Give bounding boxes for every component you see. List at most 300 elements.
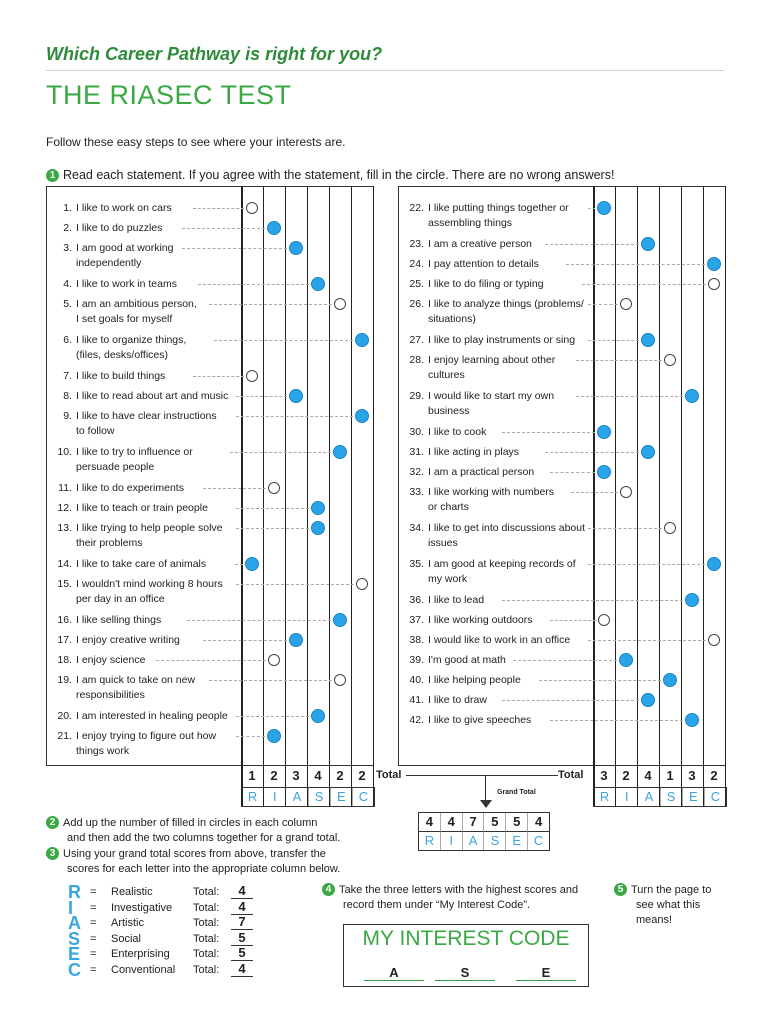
statement-number: 31. bbox=[409, 446, 424, 458]
answer-circle[interactable] bbox=[708, 278, 720, 290]
leader-line bbox=[588, 340, 639, 341]
leader-line bbox=[182, 248, 287, 249]
step-4 bbox=[322, 883, 578, 913]
statement-number: 32. bbox=[409, 466, 424, 478]
grand-total-arrow-line bbox=[485, 775, 486, 801]
interest-code-box bbox=[343, 924, 589, 987]
statement-text: I'm good at math bbox=[428, 654, 506, 666]
leader-line bbox=[198, 284, 309, 285]
answer-circle[interactable] bbox=[289, 633, 303, 647]
answer-circle[interactable] bbox=[707, 557, 721, 571]
answer-circle[interactable] bbox=[641, 693, 655, 707]
step-4-text-line-1: Take the three letters with the highest scores and bbox=[339, 884, 579, 896]
statement-number: 1. bbox=[63, 202, 72, 214]
answer-circle[interactable] bbox=[708, 634, 720, 646]
answer-circle[interactable] bbox=[598, 614, 610, 626]
left-column-total: 1 bbox=[248, 768, 256, 783]
interest-code-letter-2[interactable]: S bbox=[435, 965, 495, 981]
leader-line bbox=[187, 620, 331, 621]
leader-line bbox=[193, 208, 244, 209]
step-2 bbox=[46, 816, 340, 846]
riasec-letter: S bbox=[309, 788, 331, 806]
statement-number: 16. bbox=[57, 614, 72, 626]
leader-line bbox=[236, 716, 309, 717]
right-column-divider bbox=[681, 186, 682, 806]
statement-text: I enjoy creative writing bbox=[76, 634, 180, 646]
answer-circle[interactable] bbox=[355, 333, 369, 347]
answer-circle[interactable] bbox=[619, 653, 633, 667]
step-5 bbox=[614, 883, 711, 928]
statement-number: 29. bbox=[409, 390, 424, 402]
leader-line bbox=[588, 564, 705, 565]
riasec-row-letter: A bbox=[68, 913, 81, 933]
riasec-letter: I bbox=[264, 788, 286, 806]
leader-line bbox=[182, 228, 265, 229]
statement-text: to follow bbox=[76, 425, 115, 437]
left-column-divider bbox=[285, 186, 286, 806]
riasec-letter: A bbox=[286, 788, 308, 806]
total-label-right: Total bbox=[558, 769, 584, 781]
grand-total-box bbox=[418, 812, 550, 851]
statement-number: 21. bbox=[57, 730, 72, 742]
leader-line bbox=[545, 244, 639, 245]
statement-text: their problems bbox=[76, 537, 143, 549]
statement-text: I am good at keeping records of bbox=[428, 558, 576, 570]
statement-number: 12. bbox=[57, 502, 72, 514]
statement-text: I like to have clear instructions bbox=[76, 410, 217, 422]
right-column-total: 3 bbox=[688, 768, 696, 783]
grand-total-value: 4 bbox=[534, 814, 543, 829]
statement-number: 26. bbox=[409, 298, 424, 310]
leader-line bbox=[545, 452, 639, 453]
grand-total-value: 5 bbox=[484, 813, 506, 831]
statement-text: or charts bbox=[428, 501, 469, 513]
riasec-letter: C bbox=[358, 789, 369, 804]
leader-line bbox=[235, 564, 243, 565]
answer-circle[interactable] bbox=[707, 257, 721, 271]
statement-text: independently bbox=[76, 257, 142, 269]
statement-number: 39. bbox=[409, 654, 424, 666]
left-letter-row bbox=[241, 787, 375, 807]
statement-text: I like to teach or train people bbox=[76, 502, 208, 514]
riasec-row-name: Conventional bbox=[111, 963, 176, 976]
statement-text: responsibilities bbox=[76, 689, 145, 701]
step-5-text-line-2: see what this bbox=[636, 899, 701, 911]
left-column-divider bbox=[329, 186, 330, 806]
statement-number: 41. bbox=[409, 694, 424, 706]
statement-text: I like helping people bbox=[428, 674, 521, 686]
answer-circle[interactable] bbox=[246, 202, 258, 214]
right-column-total: 1 bbox=[666, 768, 674, 783]
statement-text: I like to build things bbox=[76, 370, 166, 382]
statement-number: 23. bbox=[409, 238, 424, 250]
statement-number: 37. bbox=[409, 614, 424, 626]
total-label-left: Total bbox=[376, 769, 402, 781]
statement-text: I like to lead bbox=[428, 594, 485, 606]
answer-circle[interactable] bbox=[333, 445, 347, 459]
right-letter-row bbox=[593, 787, 727, 807]
page-title: THE RIASEC TEST bbox=[46, 80, 292, 110]
statement-text: issues bbox=[428, 537, 458, 549]
statement-text: I like to do puzzles bbox=[76, 222, 163, 234]
statement-number: 18. bbox=[57, 654, 72, 666]
leader-line bbox=[156, 660, 267, 661]
answer-circle[interactable] bbox=[333, 613, 347, 627]
right-column-divider bbox=[659, 186, 660, 806]
interest-code-letter-1[interactable]: A bbox=[364, 965, 424, 981]
statement-text: I would like to start my own bbox=[428, 390, 555, 402]
step-3-text-line-1: Using your grand total scores from above, transfer the bbox=[63, 848, 326, 860]
right-column-divider bbox=[725, 186, 726, 806]
riasec-row-letter: R bbox=[68, 882, 81, 902]
riasec-letter: I bbox=[616, 788, 638, 806]
statement-text: I like to take care of animals bbox=[76, 558, 207, 570]
step-2-text-line-1: Add up the number of filled in circles in each column bbox=[63, 817, 318, 829]
statement-number: 40. bbox=[409, 674, 424, 686]
grand-total-letter: R bbox=[419, 831, 441, 850]
statement-number: 36. bbox=[409, 594, 424, 606]
statement-number: 3. bbox=[63, 242, 72, 254]
statement-number: 7. bbox=[63, 370, 72, 382]
riasec-row-total-label: Total: bbox=[193, 901, 220, 914]
riasec-row-total-value[interactable]: 4 bbox=[231, 899, 253, 915]
grand-total-value: 4 bbox=[419, 813, 441, 831]
riasec-row-equals: = bbox=[90, 932, 97, 945]
left-column-divider bbox=[307, 186, 308, 806]
answer-circle[interactable] bbox=[620, 298, 632, 310]
statement-text: I like to give speeches bbox=[428, 714, 532, 726]
riasec-row-total-label: Total: bbox=[193, 963, 220, 976]
statement-text: I wouldn't mind working 8 hours bbox=[76, 578, 223, 590]
statement-number: 42. bbox=[409, 714, 424, 726]
riasec-letter: A bbox=[638, 788, 660, 806]
leader-line bbox=[230, 452, 331, 453]
statement-text: I enjoy learning about other bbox=[428, 354, 556, 366]
statement-text: I am a practical person bbox=[428, 466, 535, 478]
right-column-divider bbox=[703, 186, 704, 806]
step-5-number-icon: 5 bbox=[614, 883, 627, 896]
right-column-total: 4 bbox=[644, 768, 652, 783]
leader-line bbox=[588, 304, 618, 305]
answer-circle[interactable] bbox=[334, 674, 346, 686]
statement-text: I pay attention to details bbox=[428, 258, 539, 270]
leader-line bbox=[539, 680, 661, 681]
statement-text: situations) bbox=[428, 313, 476, 325]
statement-number: 4. bbox=[63, 278, 72, 290]
answer-circle[interactable] bbox=[311, 709, 325, 723]
riasec-row-equals: = bbox=[90, 963, 97, 976]
left-column-divider bbox=[351, 186, 352, 806]
statement-text: I enjoy science bbox=[76, 654, 146, 666]
grand-total-value: 4 bbox=[441, 813, 463, 831]
leader-line bbox=[502, 700, 639, 701]
statement-number: 10. bbox=[57, 446, 72, 458]
leader-line bbox=[588, 208, 595, 209]
riasec-letter: E bbox=[683, 788, 705, 806]
statement-text: I like working with numbers bbox=[428, 486, 555, 498]
step-1-text: Read each statement. If you agree with the statement, fill in the circle. There are no wrong answers! bbox=[63, 168, 615, 182]
interest-code-letter-3[interactable]: E bbox=[516, 965, 576, 981]
riasec-letter: C bbox=[710, 789, 721, 804]
left-column-total: 2 bbox=[358, 768, 366, 783]
leader-line bbox=[236, 584, 354, 585]
riasec-row-letter: C bbox=[68, 959, 81, 980]
answer-circle[interactable] bbox=[597, 425, 611, 439]
statement-number: 22. bbox=[409, 202, 424, 214]
header-rule bbox=[46, 70, 724, 71]
statement-number: 30. bbox=[409, 426, 424, 438]
answer-circle[interactable] bbox=[246, 370, 258, 382]
riasec-row-name: Investigative bbox=[111, 901, 173, 914]
step-3-number-icon: 3 bbox=[46, 847, 59, 860]
statement-text: I like to do experiments bbox=[76, 482, 184, 494]
interest-code-title: MY INTEREST CODE bbox=[362, 927, 570, 950]
left-column-total: 3 bbox=[292, 768, 300, 783]
riasec-row-total-label: Total: bbox=[193, 886, 220, 898]
left-column-divider bbox=[263, 186, 264, 806]
leader-line bbox=[502, 432, 595, 433]
step-3 bbox=[46, 847, 340, 877]
answer-circle[interactable] bbox=[664, 354, 676, 366]
statement-text: I would like to work in an office bbox=[428, 634, 571, 646]
grand-total-letter: C bbox=[528, 831, 549, 850]
answer-circle[interactable] bbox=[663, 673, 677, 687]
riasec-row-total-value[interactable]: 5 bbox=[231, 945, 253, 961]
leader-line bbox=[576, 360, 662, 361]
statement-number: 38. bbox=[409, 634, 424, 646]
grand-total-letter: E bbox=[506, 831, 528, 850]
riasec-row-total-label: Total: bbox=[193, 917, 220, 929]
grand-total-arrow-icon bbox=[480, 800, 492, 808]
riasec-row-name: Enterprising bbox=[111, 948, 170, 960]
statement-text: my work bbox=[428, 573, 468, 585]
statement-number: 15. bbox=[57, 578, 72, 590]
step-2-text-line-2: and then add the two columns together for a grand total. bbox=[67, 832, 341, 844]
leader-line bbox=[513, 660, 617, 661]
leader-line bbox=[582, 284, 706, 285]
leader-line bbox=[571, 492, 618, 493]
leader-line bbox=[203, 640, 287, 641]
answer-circle[interactable] bbox=[289, 241, 303, 255]
answer-circle[interactable] bbox=[356, 578, 368, 590]
riasec-row-name: Social bbox=[111, 932, 141, 945]
leader-line bbox=[236, 736, 265, 737]
statement-text: I like to try to influence or bbox=[76, 446, 193, 458]
riasec-row-equals: = bbox=[90, 948, 97, 960]
riasec-row-letter: I bbox=[68, 897, 74, 918]
answer-circle[interactable] bbox=[268, 654, 280, 666]
leader-line bbox=[209, 304, 333, 305]
riasec-row-total-value[interactable]: 4 bbox=[231, 883, 253, 899]
leader-line bbox=[236, 396, 287, 397]
left-column-total: 2 bbox=[270, 768, 278, 783]
grand-total-value: 7 bbox=[463, 813, 485, 831]
statement-number: 35. bbox=[409, 558, 424, 570]
statement-number: 2. bbox=[63, 222, 72, 234]
answer-circle[interactable] bbox=[311, 521, 325, 535]
left-column-total: 4 bbox=[314, 768, 322, 783]
answer-circle[interactable] bbox=[641, 333, 655, 347]
step-2-number-icon: 2 bbox=[46, 816, 59, 829]
answer-circle[interactable] bbox=[355, 409, 369, 423]
answer-circle[interactable] bbox=[311, 277, 325, 291]
statement-text: I like to cook bbox=[428, 426, 487, 438]
answer-circle[interactable] bbox=[641, 237, 655, 251]
riasec-row-equals: = bbox=[90, 901, 97, 914]
statement-text: assembling things bbox=[428, 217, 513, 229]
statement-text: (files, desks/offices) bbox=[76, 349, 169, 361]
leader-line bbox=[203, 488, 266, 489]
riasec-row-letter: E bbox=[68, 944, 81, 964]
riasec-letter: S bbox=[661, 788, 683, 806]
statement-number: 19. bbox=[57, 674, 72, 686]
statement-number: 27. bbox=[409, 334, 424, 346]
left-column-divider bbox=[373, 186, 374, 806]
statement-number: 13. bbox=[57, 522, 72, 534]
answer-circle[interactable] bbox=[268, 482, 280, 494]
statement-text: I enjoy trying to figure out how bbox=[76, 730, 217, 742]
riasec-row-total-value[interactable]: 4 bbox=[231, 961, 253, 977]
leader-line bbox=[550, 720, 683, 721]
statement-text: persuade people bbox=[76, 461, 155, 473]
statement-text: I am quick to take on new bbox=[76, 674, 196, 686]
riasec-row-total-value[interactable]: 7 bbox=[231, 914, 253, 930]
answer-circle[interactable] bbox=[311, 501, 325, 515]
statement-text: I like to read about art and music bbox=[76, 390, 229, 402]
leader-line bbox=[550, 472, 595, 473]
answer-circle[interactable] bbox=[685, 593, 699, 607]
statement-text: I am interested in healing people bbox=[76, 710, 228, 722]
answer-circle[interactable] bbox=[685, 713, 699, 727]
leader-line bbox=[588, 528, 662, 529]
riasec-row-equals: = bbox=[90, 886, 97, 898]
grand-total-letters bbox=[419, 831, 549, 850]
statement-text: I like to do filing or typing bbox=[428, 278, 544, 290]
riasec-row-total-label: Total: bbox=[193, 932, 220, 945]
statement-text: I set goals for myself bbox=[76, 313, 173, 325]
right-column-divider bbox=[615, 186, 616, 806]
answer-circle[interactable] bbox=[597, 465, 611, 479]
step-1-number-icon: 1 bbox=[46, 169, 59, 182]
step-5-text-line-1: Turn the page to bbox=[631, 884, 712, 896]
statement-text: I like putting things together or bbox=[428, 202, 569, 214]
right-column-divider bbox=[593, 186, 595, 806]
answer-circle[interactable] bbox=[334, 298, 346, 310]
grand-total-letter: I bbox=[441, 831, 463, 850]
leader-line bbox=[214, 340, 353, 341]
right-column-total: 2 bbox=[710, 768, 718, 783]
statement-number: 34. bbox=[409, 522, 424, 534]
statement-text: I like to get into discussions about bbox=[428, 522, 586, 534]
answer-circle[interactable] bbox=[620, 486, 632, 498]
leader-line bbox=[576, 396, 683, 397]
statement-number: 5. bbox=[63, 298, 72, 310]
leader-line bbox=[236, 416, 353, 417]
statement-text: I like to organize things, bbox=[76, 334, 187, 346]
statement-number: 9. bbox=[63, 410, 72, 422]
statement-text: things work bbox=[76, 745, 130, 757]
riasec-row-letter: S bbox=[68, 928, 81, 949]
leader-line bbox=[209, 680, 333, 681]
statement-number: 28. bbox=[409, 354, 424, 366]
riasec-letter: R bbox=[594, 788, 616, 806]
statement-number: 8. bbox=[63, 390, 72, 402]
riasec-letter: E bbox=[331, 788, 353, 806]
statement-text: cultures bbox=[428, 369, 465, 381]
answer-circle[interactable] bbox=[267, 729, 281, 743]
leader-line bbox=[236, 528, 309, 529]
total-connector-line bbox=[406, 775, 558, 776]
riasec-letter: R bbox=[242, 788, 264, 806]
statement-text: per day in an office bbox=[76, 593, 165, 605]
statement-text: business bbox=[428, 405, 470, 417]
leader-line bbox=[193, 376, 244, 377]
statement-text: I am an ambitious person, bbox=[76, 298, 197, 310]
page-subtitle: Which Career Pathway is right for you? bbox=[46, 44, 383, 64]
statement-number: 20. bbox=[57, 710, 72, 722]
statement-number: 14. bbox=[57, 558, 72, 570]
statement-text: I like to work on cars bbox=[76, 202, 172, 214]
grand-total-values bbox=[419, 813, 549, 831]
statement-number: 17. bbox=[57, 634, 72, 646]
statement-number: 25. bbox=[409, 278, 424, 290]
statement-text: I like acting in plays bbox=[428, 446, 520, 458]
answer-circle[interactable] bbox=[267, 221, 281, 235]
left-column-divider bbox=[241, 186, 243, 806]
answer-circle[interactable] bbox=[245, 557, 259, 571]
grand-total-value: 5 bbox=[506, 813, 528, 831]
answer-circle[interactable] bbox=[289, 389, 303, 403]
right-column-total: 3 bbox=[600, 768, 608, 783]
step-1 bbox=[46, 168, 614, 182]
statement-text: I like to analyze things (problems/ bbox=[428, 298, 584, 310]
statement-number: 24. bbox=[409, 258, 424, 270]
step-4-text-line-2: record them under “My Interest Code”. bbox=[343, 899, 531, 911]
left-column-total: 2 bbox=[336, 768, 344, 783]
step-3-text-line-2: scores for each letter into the appropriate column below. bbox=[67, 863, 341, 875]
leader-line bbox=[588, 640, 706, 641]
answer-circle[interactable] bbox=[664, 522, 676, 534]
grand-total-label: Grand Total bbox=[497, 789, 536, 796]
riasec-row-equals: = bbox=[90, 917, 97, 929]
leader-line bbox=[502, 600, 683, 601]
answer-circle[interactable] bbox=[641, 445, 655, 459]
answer-circle[interactable] bbox=[597, 201, 611, 215]
statement-number: 33. bbox=[409, 486, 424, 498]
answer-circle[interactable] bbox=[685, 389, 699, 403]
statement-text: I like trying to help people solve bbox=[76, 522, 223, 534]
intro-text: Follow these easy steps to see where your interests are. bbox=[46, 135, 346, 149]
riasec-row-total-value[interactable]: 5 bbox=[231, 930, 253, 946]
statement-text: I like to play instruments or sing bbox=[428, 334, 576, 346]
statement-text: I like to draw bbox=[428, 694, 487, 706]
riasec-row-total-label: Total: bbox=[193, 948, 220, 960]
riasec-row-name: Artistic bbox=[111, 917, 144, 929]
step-4-number-icon: 4 bbox=[322, 883, 335, 896]
riasec-row-name: Realistic bbox=[111, 886, 153, 898]
statement-number: 11. bbox=[58, 482, 72, 494]
step-5-text-line-3: means! bbox=[636, 914, 673, 926]
leader-line bbox=[236, 508, 309, 509]
grand-total-letter: A bbox=[463, 831, 485, 850]
grand-total-letter: S bbox=[484, 831, 506, 850]
statement-text: I like to work in teams bbox=[76, 278, 177, 290]
statement-text: I am good at working bbox=[76, 242, 174, 254]
statement-number: 6. bbox=[63, 334, 72, 346]
statement-text: I am a creative person bbox=[428, 238, 532, 250]
leader-line bbox=[566, 264, 705, 265]
right-column-divider bbox=[637, 186, 638, 806]
